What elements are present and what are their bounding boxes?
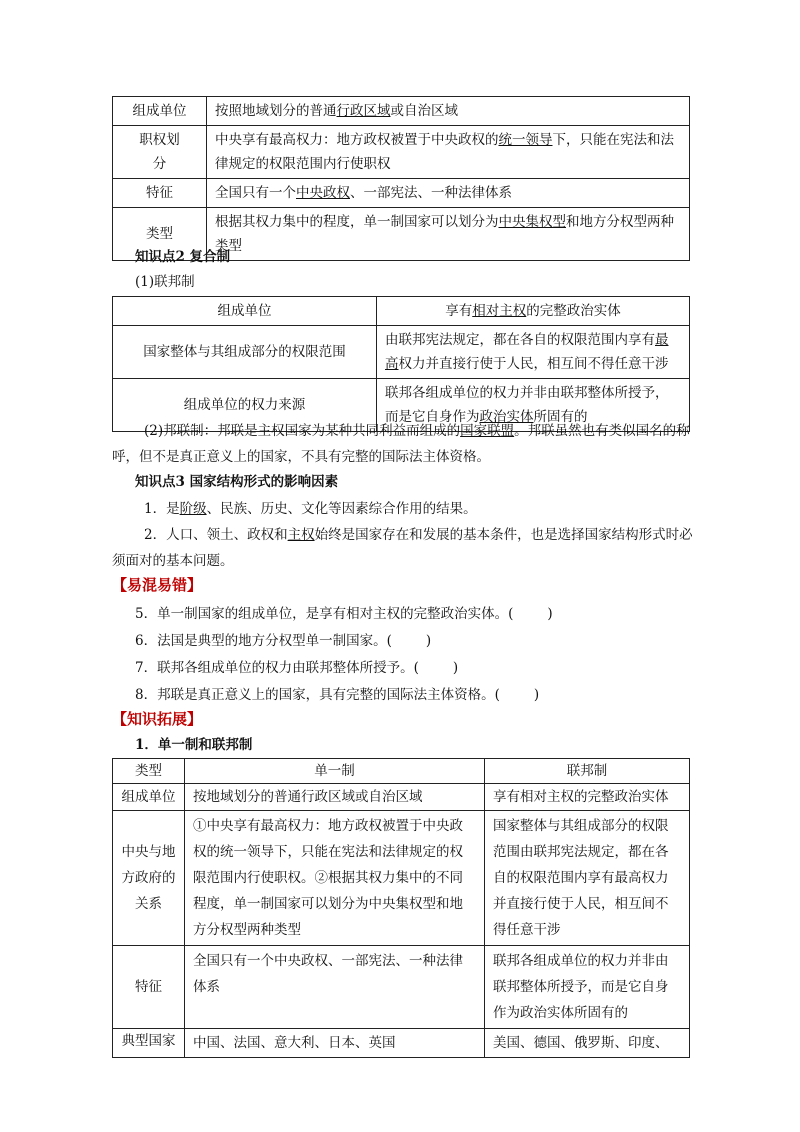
row-header: 组成单位 bbox=[113, 97, 207, 126]
table-row bbox=[113, 179, 690, 208]
section-title-kp2: 知识点2 复合制 bbox=[135, 249, 231, 265]
row-header: 组成单位 bbox=[113, 784, 185, 811]
cell-unitary: 中国、法国、意大利、日本、英国 bbox=[185, 1029, 485, 1058]
column-header: 类型 bbox=[113, 759, 185, 784]
cell-unitary: 按地域划分的普通行政区域或自治区域 bbox=[185, 784, 485, 811]
row-content: 根据其权力集中的程度，单一制国家可以划分为中央集权型和地方分权型两种类型 bbox=[207, 208, 690, 261]
cell-federal: 美国、德国、俄罗斯、印度、 bbox=[485, 1029, 690, 1058]
table-row bbox=[113, 784, 690, 811]
row-header: 典型国家 bbox=[113, 1029, 185, 1058]
row-header: 特征 bbox=[113, 946, 185, 1029]
question-7: 7．联邦各组成单位的权力由联邦整体所授予。( ) bbox=[135, 660, 459, 676]
unitary-table bbox=[112, 96, 690, 261]
question-8: 8．邦联是真正意义上的国家，具有完整的国际法主体资格。( ) bbox=[135, 687, 540, 703]
section-title-kp3: 知识点3 国家结构形式的影响因素 bbox=[135, 474, 339, 490]
row-header: 特征 bbox=[113, 179, 207, 208]
comparison-table bbox=[112, 758, 690, 1058]
row-content: 联邦各组成单位的权力并非由联邦整体所授予，而是它自身作为政治实体所固有的 bbox=[377, 379, 690, 432]
section-title-confusion: 【易混易错】 bbox=[112, 576, 203, 594]
cell-federal: 国家整体与其组成部分的权限范围由联邦宪法规定，都在各自的权限范围内享有最高权力并直接行使于人民，相互间不得任意干涉 bbox=[485, 811, 690, 946]
section-title-extension: 【知识拓展】 bbox=[112, 710, 203, 728]
table-row bbox=[113, 1029, 690, 1058]
row-header: 职权划分 bbox=[113, 126, 207, 179]
table-header-row bbox=[113, 759, 690, 784]
table-row bbox=[113, 297, 690, 326]
row-content: 享有相对主权的完整政治实体 bbox=[377, 297, 690, 326]
table-row bbox=[113, 326, 690, 379]
cell-unitary: ①中央享有最高权力：地方政权被置于中央政权的统一领导下，只能在宪法和法律规定的权限范围内行使职权。②根据其权力集中的不同程度，单一制国家可以划分为中央集权型和地方分权型两种类型 bbox=[185, 811, 485, 946]
factor-2: 2．人口、领土、政权和主权始终是国家存在和发展的基本条件，也是选择国家结构形式时必须面对的基本问题。 bbox=[112, 527, 693, 569]
question-5: 5．单一制国家的组成单位，是享有相对主权的完整政治实体。( ) bbox=[135, 606, 553, 622]
row-header: 组成单位 bbox=[113, 297, 377, 326]
table-row bbox=[113, 811, 690, 946]
cell-federal: 享有相对主权的完整政治实体 bbox=[485, 784, 690, 811]
row-content: 中央享有最高权力：地方政权被置于中央政权的统一领导下，只能在宪法和法律规定的权限范围内行使职权 bbox=[207, 126, 690, 179]
row-content: 全国只有一个中央政权、一部宪法、一种法律体系 bbox=[207, 179, 690, 208]
table-row bbox=[113, 946, 690, 1029]
factor-1: 1．是阶级、民族、历史、文化等因素综合作用的结果。 bbox=[144, 501, 477, 517]
column-header: 单一制 bbox=[185, 759, 485, 784]
row-content: 按照地域划分的普通行政区域或自治区域 bbox=[207, 97, 690, 126]
row-header: 国家整体与其组成部分的权限范围 bbox=[113, 326, 377, 379]
confederation-paragraph: (2)邦联制：邦联是主权国家为某种共同利益而组成的国家联盟。邦联虽然也有类似国名的称呼，但不是真正意义上的国家，不具有完整的国际法主体资格。 bbox=[112, 423, 690, 465]
row-header: 类型 bbox=[113, 208, 207, 261]
extension-subtitle: 1．单一制和联邦制 bbox=[135, 737, 253, 753]
row-header: 组成单位的权力来源 bbox=[113, 379, 377, 432]
table-row bbox=[113, 97, 690, 126]
subsection-federal: (1)联邦制 bbox=[135, 274, 195, 290]
federal-table bbox=[112, 296, 690, 432]
table-row bbox=[113, 126, 690, 179]
row-header: 中央与地方政府的关系 bbox=[113, 811, 185, 946]
row-content: 由联邦宪法规定，都在各自的权限范围内享有最高权力并直接行使于人民，相互间不得任意干涉 bbox=[377, 326, 690, 379]
cell-unitary: 全国只有一个中央政权、一部宪法、一种法律体系 bbox=[185, 946, 485, 1029]
cell-federal: 联邦各组成单位的权力并非由联邦整体所授予，而是它自身作为政治实体所固有的 bbox=[485, 946, 690, 1029]
column-header: 联邦制 bbox=[485, 759, 690, 784]
question-6: 6．法国是典型的地方分权型单一制国家。( ) bbox=[135, 633, 432, 649]
